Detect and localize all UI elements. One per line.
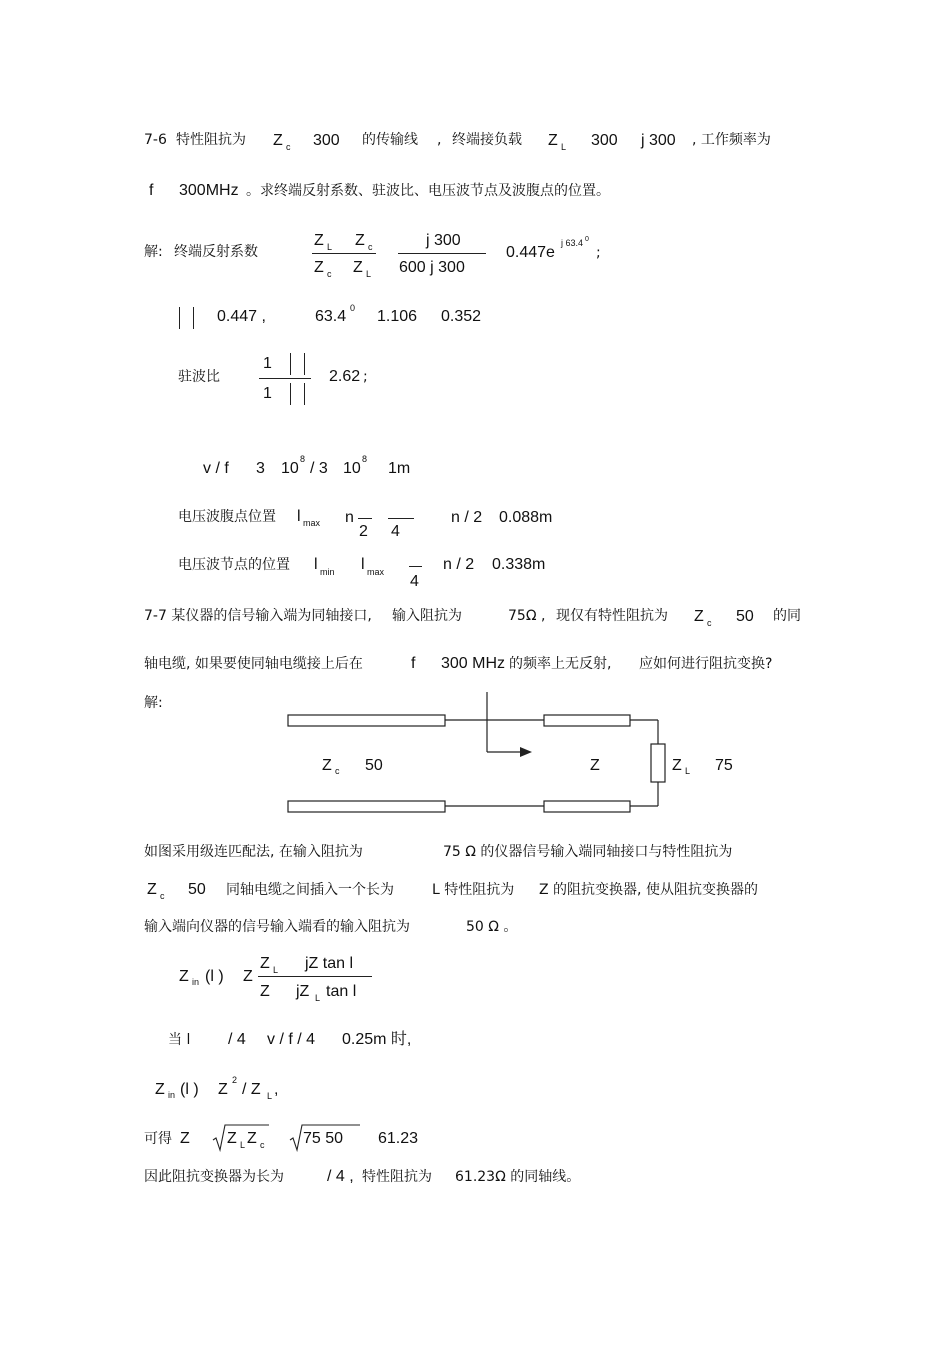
text: 的传输线 [362, 132, 418, 148]
text: 。求终端反射系数、驻波比、电压波节点及波腹点的位置。 [246, 183, 610, 199]
text: 7-7 某仪器的信号输入端为同轴接口, [144, 608, 372, 624]
symbol: Z [180, 1130, 190, 1147]
denominator: 4 [391, 523, 400, 540]
value: 2.62 [329, 368, 361, 385]
text: v / f [203, 460, 229, 477]
text: L 特性阻抗为 [432, 882, 515, 898]
symbol: Z [273, 132, 283, 149]
text: 61.23Ω 的同轴线。 [455, 1169, 581, 1185]
subscript: L [267, 1091, 273, 1101]
text: 当 l [168, 1032, 191, 1048]
numerator: 1 [263, 355, 272, 372]
fraction-bar [259, 378, 311, 379]
value: 50 [188, 881, 206, 898]
text: 50 Ω 。 [466, 919, 518, 935]
value: 50 [365, 757, 383, 774]
subscript: c [368, 242, 373, 252]
text: n / 2 [443, 556, 475, 573]
abs-bar-right [193, 307, 194, 329]
text: 的同 [773, 608, 801, 624]
text: v / f / 4 [267, 1031, 316, 1048]
text: 输入阻抗为 [392, 608, 462, 624]
symbol: Z [355, 232, 365, 249]
text: , [437, 132, 442, 148]
degree: 0 [350, 303, 356, 313]
value: 300 [313, 132, 340, 149]
subscript: min [320, 567, 335, 577]
subscript: L [366, 269, 372, 279]
subscript: L [685, 766, 691, 776]
symbol: Z [227, 1130, 237, 1147]
subscript: L [561, 142, 567, 152]
abs-bar [290, 383, 291, 405]
value: 75 [715, 757, 733, 774]
load-resistor [651, 744, 665, 782]
denominator: 1 [263, 385, 272, 402]
text: / Z [242, 1081, 261, 1098]
abs-bar-left [179, 307, 180, 329]
text: n / 2 [451, 509, 483, 526]
subscript: c [160, 891, 165, 901]
text: 0.25m 时, [342, 1031, 412, 1048]
value: 3 [256, 460, 265, 477]
subscript: max [367, 567, 385, 577]
text: 的频率上无反射, [509, 656, 612, 672]
value: 0.338m [492, 556, 546, 573]
subscript: in [192, 977, 200, 987]
symbol: Z [314, 259, 324, 276]
text: 输入端向仪器的信号输入端看的输入阻抗为 [144, 919, 410, 935]
value: j 300 [641, 132, 676, 149]
abs-bar [290, 353, 291, 375]
text: / 4 , [327, 1168, 354, 1185]
value: 50 [736, 608, 754, 625]
fraction-bar [388, 518, 414, 519]
symbol: Z [155, 1081, 165, 1098]
subscript: L [327, 242, 333, 252]
text: , [274, 1081, 279, 1098]
symbol: l [297, 508, 301, 525]
problem-number: 7-6 [144, 132, 167, 148]
value: 0.088m [499, 509, 553, 526]
subscript: c [707, 618, 712, 628]
text: (l ) [205, 968, 224, 985]
text: (l ) [180, 1081, 199, 1098]
subscript: L [240, 1140, 246, 1150]
symbol: Z [247, 1130, 257, 1147]
exponent-degree: 0 [585, 236, 589, 243]
text: jZ tan l [305, 955, 354, 972]
symbol: f [411, 655, 416, 672]
text: ; [596, 245, 601, 261]
text: 驻波比 [178, 369, 220, 385]
text: / 4 [228, 1031, 246, 1048]
value: 75Ω , [508, 608, 546, 624]
symbol: Z [218, 1081, 228, 1098]
text: 电压波节点的位置 [178, 557, 290, 573]
fraction-bar [398, 253, 486, 254]
symbol: Z [548, 132, 558, 149]
text: 如图采用级连匹配法, 在输入阻抗为 [144, 844, 363, 860]
text: 特性阻抗为 [176, 132, 246, 148]
text: jZ [296, 983, 310, 1000]
fraction-bar [409, 566, 422, 567]
subscript: L [315, 993, 321, 1003]
value: 10 [343, 460, 361, 477]
text: Z 的阻抗变换器, 使从阻抗变换器的 [539, 882, 758, 898]
text: , 工作频率为 [692, 132, 771, 148]
fraction-bar [258, 976, 372, 977]
subscript: L [273, 965, 279, 975]
symbol: Z [260, 955, 270, 972]
value: 300 [591, 132, 618, 149]
text: 特性阻抗为 [362, 1169, 432, 1185]
value: 300MHz [179, 182, 239, 199]
arrow-icon [520, 747, 532, 757]
value: 0.447e [506, 244, 555, 261]
symbol: Z [694, 608, 704, 625]
symbol: Z [179, 968, 189, 985]
abs-bar [304, 383, 305, 405]
text: 终端接负载 [452, 132, 522, 148]
value: 0.447 , [217, 308, 266, 325]
fraction-bar [358, 518, 372, 519]
value: 63.4 [315, 308, 347, 325]
symbol: Z [353, 259, 363, 276]
text: ; [363, 369, 368, 385]
exponent: 8 [300, 454, 306, 464]
symbol: Z [147, 881, 157, 898]
text: 电压波腹点位置 [178, 509, 276, 525]
denominator: 600 j 300 [399, 259, 465, 276]
exponent: 2 [232, 1075, 238, 1085]
text: 可得 [144, 1131, 172, 1147]
symbol: l [361, 556, 365, 573]
value: 1m [388, 460, 411, 477]
text: 75 50 [303, 1130, 344, 1147]
denominator: 4 [410, 573, 419, 590]
subscript: c [260, 1140, 265, 1150]
subscript: c [327, 269, 332, 279]
value: 10 [281, 460, 299, 477]
symbol: Z [590, 757, 600, 774]
symbol: Z [314, 232, 324, 249]
text: 同轴电缆之间插入一个长为 [226, 882, 394, 898]
subscript: max [303, 518, 321, 528]
symbol: Z [260, 983, 270, 1000]
symbol: Z [322, 757, 332, 774]
solution-label: 解: [144, 695, 163, 711]
solution-label: 解: [144, 244, 163, 260]
value: 0.352 [441, 308, 482, 325]
abs-bar [304, 353, 305, 375]
coax-cable-bottom [288, 801, 445, 812]
value: 300 MHz [441, 655, 506, 672]
text: 因此阻抗变换器为长为 [144, 1169, 284, 1185]
text: 75 Ω 的仪器信号输入端同轴接口与特性阻抗为 [443, 844, 733, 860]
text: tan l [326, 983, 357, 1000]
symbol: n [345, 509, 354, 526]
value: 1.106 [377, 308, 418, 325]
denominator: 2 [359, 523, 368, 540]
exponent: j 63.4 [561, 238, 584, 248]
coax-cable-top [288, 715, 445, 726]
fraction-bar [312, 253, 376, 254]
text: 终端反射系数 [174, 244, 258, 260]
text: 轴电缆, 如果要使同轴电缆接上后在 [144, 656, 363, 672]
transformer-line-bottom [544, 801, 630, 812]
subscript: c [335, 766, 340, 776]
symbol: Z [243, 968, 253, 985]
symbol: l [314, 556, 318, 573]
transformer-line-top [544, 715, 630, 726]
text: / 3 [310, 460, 328, 477]
symbol: f [149, 182, 154, 199]
subscript: in [168, 1090, 176, 1100]
text: 现仅有特性阻抗为 [556, 608, 668, 624]
text: 应如何进行阻抗变换? [639, 656, 773, 672]
symbol: Z [672, 757, 682, 774]
circuit-diagram [280, 688, 750, 820]
exponent: 8 [362, 454, 368, 464]
numerator: j 300 [426, 232, 461, 249]
value: 61.23 [378, 1130, 419, 1147]
subscript: c [286, 142, 291, 152]
